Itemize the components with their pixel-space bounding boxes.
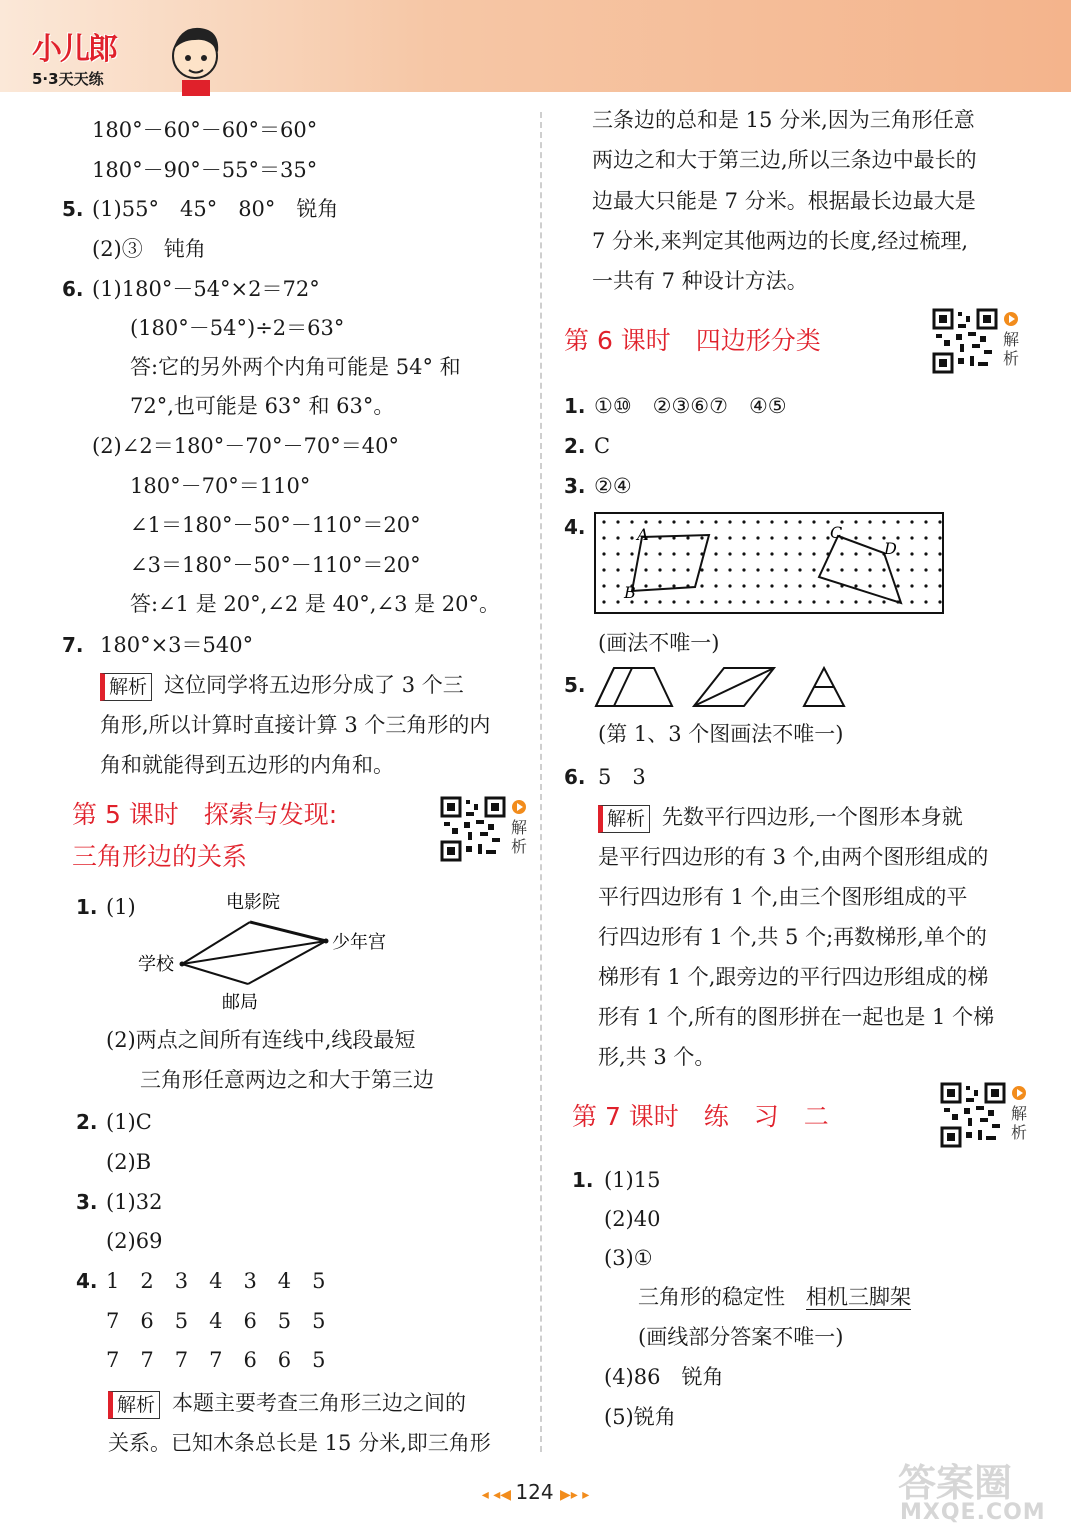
grid-dot [798, 520, 801, 523]
grid-dot [910, 568, 913, 571]
grid-dot [924, 520, 927, 523]
answer-line: (5)锐角 [604, 1405, 676, 1429]
grid-dot [826, 584, 829, 587]
watermark-url: MXQE.COM [900, 1500, 1046, 1525]
grid-dot [938, 584, 941, 587]
grid-dot [686, 600, 689, 603]
shapes-figure [594, 664, 854, 712]
grid-dot [602, 600, 605, 603]
grid-dot [756, 520, 759, 523]
grid-dot [868, 552, 871, 555]
answer-line: 7 6 5 4 6 5 5 [106, 1309, 326, 1333]
grid-dot [910, 600, 913, 603]
label-school: 学校 [138, 954, 174, 975]
grid-dot [714, 568, 717, 571]
grid-dot [784, 584, 787, 587]
grid-dot [686, 536, 689, 539]
question-number: 7. [62, 633, 84, 657]
grid-dot [896, 584, 899, 587]
grid-dot [756, 568, 759, 571]
analysis-text: 这位同学将五边形分成了 3 个三 [164, 673, 464, 697]
grid-dot [742, 600, 745, 603]
grid-dot [882, 584, 885, 587]
grid-dot [672, 520, 675, 523]
section-title: 第 7 课时 练 习 二 [572, 1102, 829, 1131]
analysis-text: 关系。已知木条总长是 15 分米,即三角形 [108, 1431, 491, 1455]
answer-text: 三角形的稳定性 [638, 1285, 785, 1309]
dot-grid [594, 512, 944, 614]
grid-dot [798, 536, 801, 539]
grid-dot [700, 520, 703, 523]
grid-dot [602, 552, 605, 555]
grid-dot [700, 584, 703, 587]
grid-dot [812, 536, 815, 539]
grid-dot [644, 600, 647, 603]
grid-dot [714, 584, 717, 587]
grid-dot [896, 552, 899, 555]
sub-label: (1) [106, 895, 136, 919]
grid-dot [714, 536, 717, 539]
grid-dot [756, 584, 759, 587]
analysis-text: 是平行四边形的有 3 个,由两个图形组成的 [598, 845, 989, 869]
grid-dot [770, 536, 773, 539]
grid-dot [770, 584, 773, 587]
underlined-answer: 相机三脚架 [806, 1285, 911, 1309]
qr-code-icon[interactable] [932, 308, 998, 374]
label-d: D [884, 539, 897, 558]
grid-dot [784, 600, 787, 603]
grid-dot [756, 600, 759, 603]
grid-dot [882, 600, 885, 603]
answer-line: (1)55° 45° 80° 锐角 [92, 197, 339, 221]
question-number: 2. [564, 434, 586, 458]
grid-dot [742, 568, 745, 571]
play-icon [1004, 312, 1018, 326]
grid-dot [630, 552, 633, 555]
grid-dot [616, 584, 619, 587]
question-number: 1. [572, 1168, 594, 1192]
note: (第 1、3 个图画法不唯一) [598, 722, 844, 746]
analysis-text: 先数平行四边形,一个图形本身就 [662, 805, 963, 829]
grid-dot [770, 568, 773, 571]
analysis-text: 梯形有 1 个,跟旁边的平行四边形组成的梯 [598, 965, 989, 989]
analysis-tag: 解析 [108, 1391, 160, 1419]
grid-dot [644, 552, 647, 555]
grid-dot [910, 536, 913, 539]
answer-line: (2)40 [604, 1207, 661, 1231]
grid-dot [896, 520, 899, 523]
grid-dot [630, 536, 633, 539]
grid-dot [854, 600, 857, 603]
answer-line: (180°－54°)÷2＝63° [130, 316, 345, 340]
grid-dot [938, 536, 941, 539]
note: (画法不唯一) [598, 631, 720, 655]
grid-dot [686, 568, 689, 571]
grid-dot [602, 520, 605, 523]
grid-dot [882, 520, 885, 523]
grid-dot [742, 520, 745, 523]
grid-dot [728, 536, 731, 539]
grid-dot [700, 536, 703, 539]
answer-line: 1 2 3 4 3 4 5 [106, 1269, 326, 1293]
answer-line: (2)69 [106, 1229, 163, 1253]
grid-dot [938, 520, 941, 523]
grid-dot [812, 600, 815, 603]
question-number: 2. [76, 1110, 98, 1134]
play-icon [512, 800, 526, 814]
grid-dot [868, 536, 871, 539]
grid-dot [616, 568, 619, 571]
answer-line: (1)C [106, 1110, 152, 1134]
grid-dot [924, 552, 927, 555]
grid-dot [784, 536, 787, 539]
grid-dot [924, 600, 927, 603]
answer-line: 答:∠1 是 20°,∠2 是 40°,∠3 是 20°。 [130, 592, 501, 616]
grid-dot [826, 568, 829, 571]
analysis-tag: 解析 [598, 805, 650, 833]
route-diagram [130, 882, 410, 1012]
grid-dot [938, 568, 941, 571]
grid-dot [896, 568, 899, 571]
grid-dot [854, 584, 857, 587]
qr-label: 解析 [1002, 330, 1019, 368]
next-arrows-icon: ▶▸ ▸ [560, 1487, 590, 1503]
grid-dot [910, 552, 913, 555]
grid-dot [770, 520, 773, 523]
qr-code-icon[interactable] [940, 1082, 1006, 1148]
grid-dot [798, 568, 801, 571]
answer-line: C [594, 434, 611, 458]
answer-line: (2)③ 钝角 [92, 237, 206, 261]
question-number: 4. [564, 515, 586, 539]
question-number: 3. [76, 1190, 98, 1214]
grid-dot [672, 600, 675, 603]
answer-line: 180°－90°－55°＝35° [92, 158, 318, 182]
grid-dot [742, 584, 745, 587]
analysis-text: 一共有 7 种设计方法。 [592, 269, 808, 293]
grid-dot [854, 568, 857, 571]
analysis-text: 三条边的总和是 15 分米,因为三角形任意 [592, 108, 975, 132]
answer-line: (1)180°－54°×2＝72° [92, 277, 320, 301]
grid-dot [658, 520, 661, 523]
prev-arrows-icon: ◂ ◂◀ [481, 1487, 516, 1503]
grid-dot [714, 520, 717, 523]
grid-dot [798, 584, 801, 587]
grid-dot [924, 536, 927, 539]
grid-dot [672, 568, 675, 571]
question-number: 1. [76, 895, 98, 919]
grid-dot [742, 536, 745, 539]
section-title: 第 6 课时 四边形分类 [564, 326, 821, 355]
grid-dot [644, 568, 647, 571]
grid-dot [728, 568, 731, 571]
grid-dot [602, 536, 605, 539]
grid-dot [630, 520, 633, 523]
grid-dot [602, 584, 605, 587]
grid-dot [840, 568, 843, 571]
grid-dot [714, 552, 717, 555]
question-number: 1. [564, 394, 586, 418]
grid-dot [854, 536, 857, 539]
analysis-block [108, 1388, 466, 1419]
question-number: 6. [564, 765, 586, 789]
grid-dot [854, 552, 857, 555]
mascot-icon [160, 18, 230, 98]
grid-dot [756, 552, 759, 555]
grid-dot [826, 600, 829, 603]
label-a: A [637, 525, 649, 544]
grid-dot [840, 600, 843, 603]
logo [30, 18, 230, 98]
answer-line: (2)B [106, 1150, 152, 1174]
grid-dot [798, 600, 801, 603]
grid-dot [868, 584, 871, 587]
grid-dot [728, 552, 731, 555]
watermark [890, 1450, 1060, 1530]
answer-line: (1)32 [106, 1190, 163, 1214]
grid-dot [658, 584, 661, 587]
label-palace: 少年宫 [332, 932, 386, 953]
answer-line: 72°,也可能是 63° 和 63°。 [130, 394, 395, 418]
grid-dot [812, 568, 815, 571]
grid-dot [854, 520, 857, 523]
analysis-block [100, 670, 464, 701]
section-title: 三角形边的关系 [72, 842, 248, 871]
analysis-text: 形有 1 个,所有的图形拼在一起也是 1 个梯 [598, 1005, 995, 1029]
answer-line: (2)∠2＝180°－70°－70°＝40° [92, 434, 399, 458]
grid-dot [812, 520, 815, 523]
grid-dot [770, 600, 773, 603]
grid-dot [910, 520, 913, 523]
grid-dot [798, 552, 801, 555]
grid-dot [714, 600, 717, 603]
grid-dot [938, 600, 941, 603]
grid-dot [686, 552, 689, 555]
grid-dot [686, 520, 689, 523]
answer-line: (4)86 锐角 [604, 1365, 724, 1389]
grid-dot [784, 568, 787, 571]
answer-line: 5 3 [598, 765, 646, 789]
grid-dot [812, 552, 815, 555]
grid-dot [616, 600, 619, 603]
grid-dot [938, 552, 941, 555]
logo-title: 小儿郎 [32, 32, 116, 67]
grid-dot [658, 600, 661, 603]
answer-line: ∠1＝180°－50°－110°＝20° [130, 513, 421, 537]
question-number: 4. [76, 1269, 98, 1293]
grid-dot [868, 568, 871, 571]
grid-dot [658, 552, 661, 555]
grid-dot [840, 552, 843, 555]
analysis-text: 角形,所以计算时直接计算 3 个三角形的内 [100, 713, 491, 737]
analysis-block [598, 802, 963, 833]
grid-dot [882, 568, 885, 571]
answer-line: ①⑩ ②③⑥⑦ ④⑤ [594, 394, 787, 418]
answer-line: 180°－70°＝110° [130, 474, 311, 498]
grid-dot [868, 600, 871, 603]
answer-line: (2)两点之间所有连线中,线段最短 [106, 1028, 416, 1052]
question-number: 6. [62, 277, 84, 301]
column-divider [540, 112, 542, 1452]
answer-line: (3)① [604, 1246, 653, 1270]
question-number: 5. [564, 673, 586, 697]
grid-dot [924, 584, 927, 587]
answer-line [638, 1282, 911, 1312]
analysis-tag: 解析 [100, 673, 152, 701]
grid-dot [616, 536, 619, 539]
grid-dot [742, 552, 745, 555]
grid-dot [868, 520, 871, 523]
analysis-text: 形,共 3 个。 [598, 1045, 716, 1069]
answer-line: 7 7 7 7 6 6 5 [106, 1348, 326, 1372]
label-post: 邮局 [222, 992, 258, 1012]
grid-dot [630, 568, 633, 571]
answer-line: ②④ [594, 474, 632, 498]
grid-dot [616, 520, 619, 523]
watermark-text: 答案圈 [898, 1461, 1013, 1505]
grid-dot [644, 584, 647, 587]
label-cinema: 电影院 [226, 892, 280, 913]
answer-line: 180°×3＝540° [100, 633, 254, 657]
answer-line: (1)15 [604, 1168, 661, 1192]
qr-code-icon[interactable] [440, 796, 506, 862]
qr-label: 解析 [510, 818, 527, 856]
note: (画线部分答案不唯一) [638, 1325, 844, 1349]
label-c: C [830, 523, 843, 542]
analysis-text: 边最大只能是 7 分米。根据最长边最大是 [592, 189, 976, 213]
label-b: B [624, 583, 636, 602]
analysis-text: 行四边形有 1 个,共 5 个;再数梯形,单个的 [598, 925, 987, 949]
section-title: 第 5 课时 探索与发现: [72, 800, 338, 829]
answer-line: ∠3＝180°－50°－110°＝20° [130, 553, 421, 577]
play-icon [1012, 1086, 1026, 1100]
grid-dot [924, 568, 927, 571]
grid-dot [644, 520, 647, 523]
analysis-text: 平行四边形有 1 个,由三个图形组成的平 [598, 885, 968, 909]
grid-dot [784, 520, 787, 523]
grid-dot [728, 520, 731, 523]
answer-line: 180°－60°－60°＝60° [92, 118, 318, 142]
analysis-text: 本题主要考查三角形三边之间的 [172, 1391, 467, 1415]
grid-dot [896, 536, 899, 539]
answer-line: 三角形任意两边之和大于第三边 [140, 1068, 434, 1092]
grid-dot [700, 600, 703, 603]
grid-dot [812, 584, 815, 587]
answer-line: 答:它的另外两个内角可能是 54° 和 [130, 355, 461, 379]
grid-dot [728, 600, 731, 603]
grid-dot [910, 584, 913, 587]
logo-subtitle: 5·3天天练 [32, 70, 104, 88]
grid-dot [658, 568, 661, 571]
question-number: 5. [62, 197, 84, 221]
grid-dot [770, 552, 773, 555]
grid-dot [616, 552, 619, 555]
grid-dot [602, 568, 605, 571]
analysis-text: 7 分米,来判定其他两边的长度,经过梳理, [592, 229, 969, 253]
grid-dot [756, 536, 759, 539]
grid-dot [672, 552, 675, 555]
grid-dot [672, 584, 675, 587]
grid-dot [728, 584, 731, 587]
page-number: 124 [515, 1480, 554, 1504]
analysis-text: 角和就能得到五边形的内角和。 [100, 753, 394, 777]
analysis-text: 两边之和大于第三边,所以三条边中最长的 [592, 148, 977, 172]
qr-label: 解析 [1010, 1104, 1027, 1142]
grid-dot [784, 552, 787, 555]
question-number: 3. [564, 474, 586, 498]
